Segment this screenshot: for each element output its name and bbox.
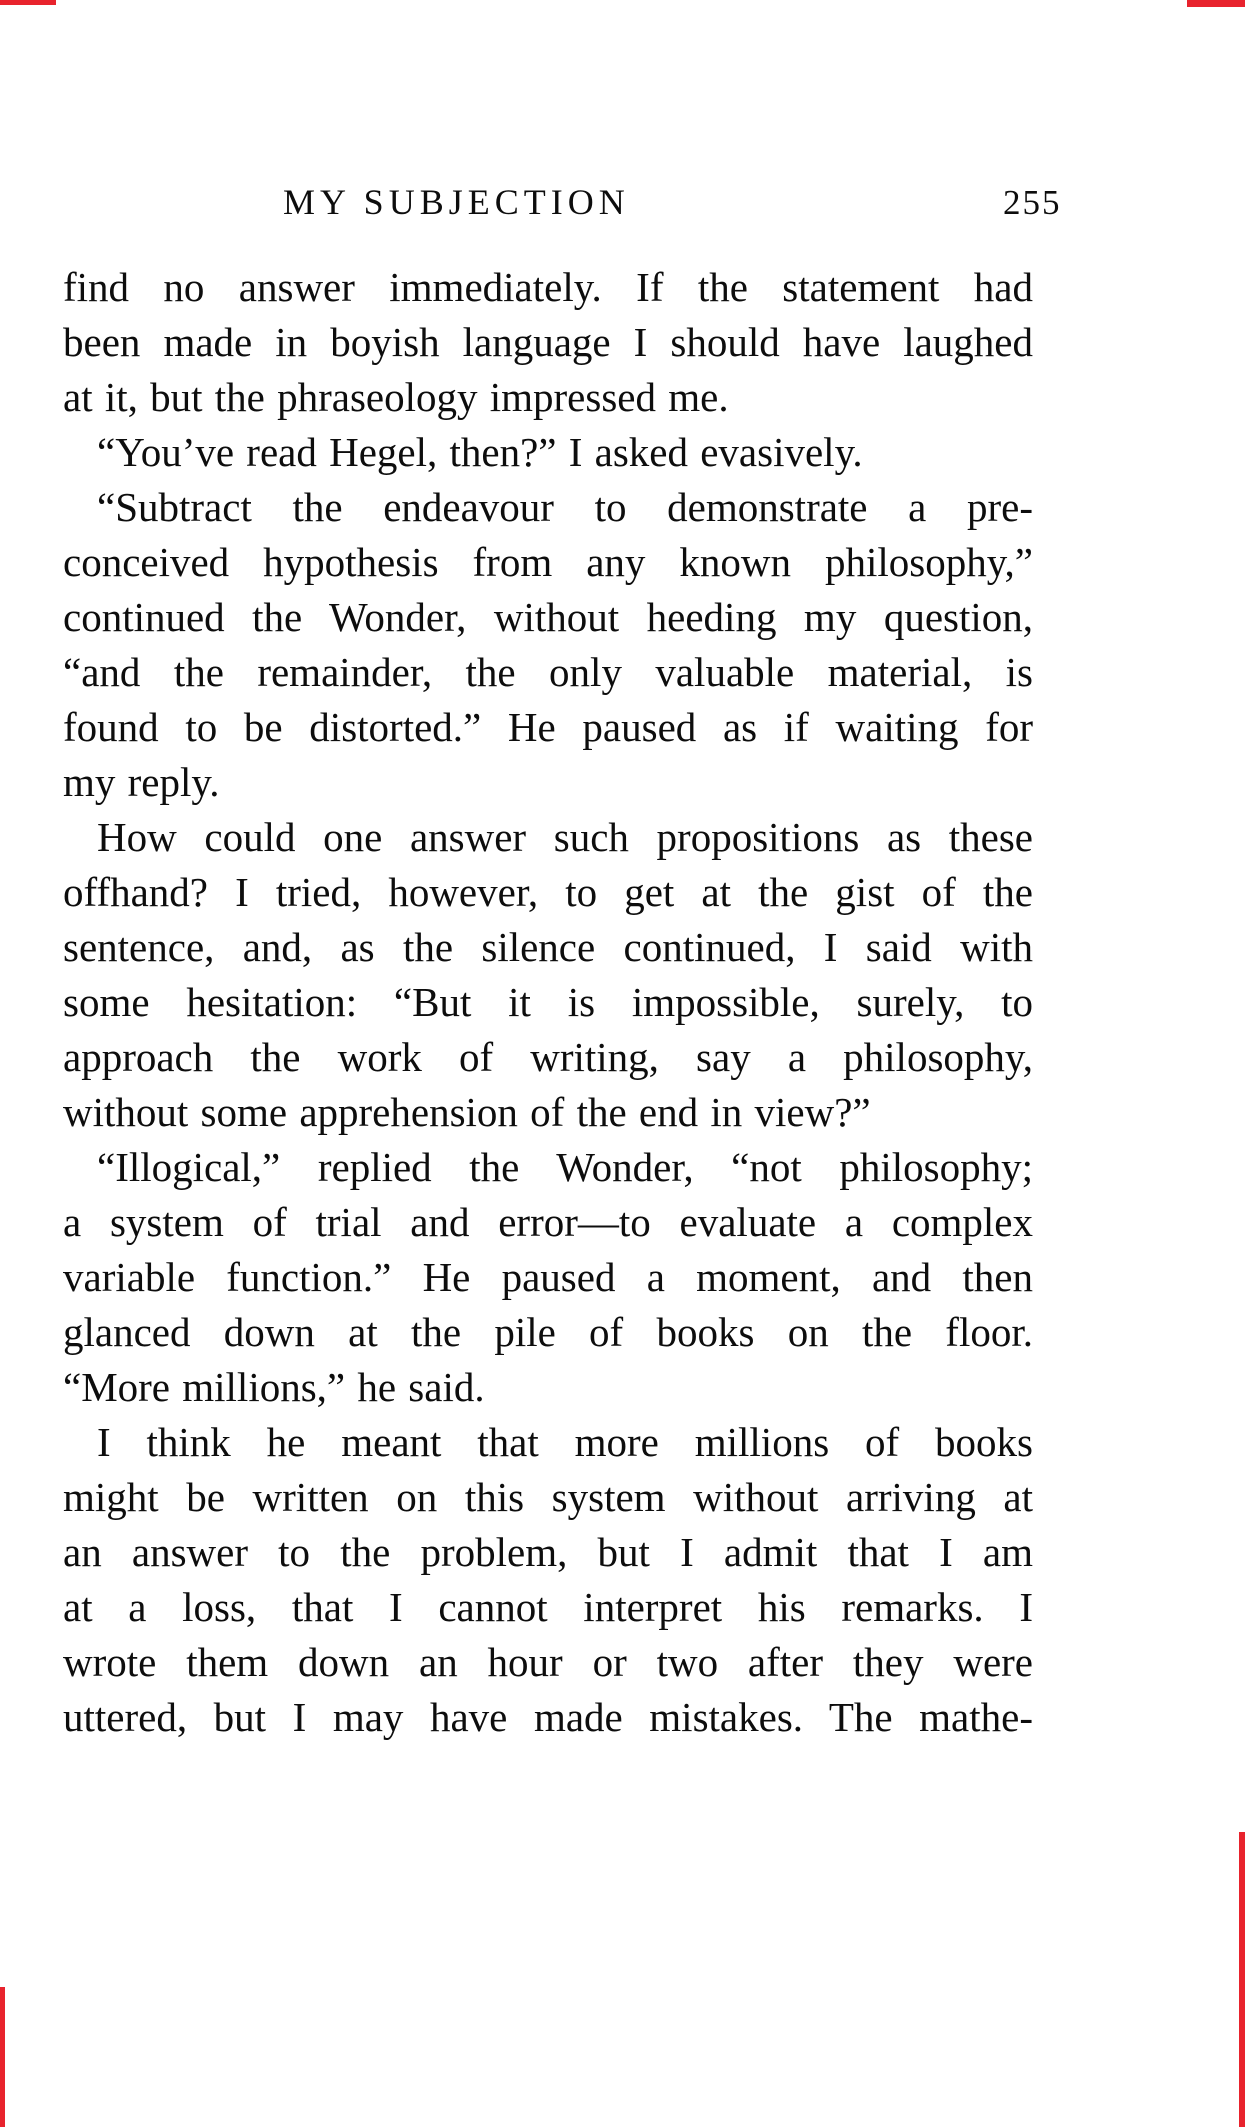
text-line: How could one answer such propositions as these bbox=[97, 814, 1033, 860]
text-line: “You’ve read Hegel, then?” I asked evasively. bbox=[97, 429, 863, 475]
text-line: approach the work of writing, say a philosophy, bbox=[63, 1034, 1033, 1080]
scan-artifact-top-right bbox=[1187, 0, 1245, 7]
text-line: glanced down at the pile of books on the floor. bbox=[63, 1309, 1033, 1355]
text-line: find no answer immediately. If the statement had bbox=[63, 264, 1033, 310]
text-line: “Illogical,” replied the Wonder, “not philosophy; bbox=[97, 1144, 1033, 1190]
text-line: an answer to the problem, but I admit that I am bbox=[63, 1529, 1033, 1575]
text-line: continued the Wonder, without heeding my question, bbox=[63, 594, 1033, 640]
text-line: variable function.” He paused a moment, and then bbox=[63, 1254, 1033, 1300]
text-line: some hesitation: “But it is impossible, surely, to bbox=[63, 979, 1033, 1025]
text-line: “and the remainder, the only valuable material, is bbox=[63, 649, 1033, 695]
scan-artifact-bottom-right bbox=[1239, 1832, 1245, 2127]
page-title: MY SUBJECTION bbox=[283, 182, 630, 222]
text-line: been made in boyish language I should have laughed bbox=[63, 319, 1033, 365]
page-number: 255 bbox=[1003, 183, 1062, 222]
text-line: sentence, and, as the silence continued, I said with bbox=[63, 924, 1033, 970]
running-head bbox=[0, 183, 1245, 223]
text-line: conceived hypothesis from any known philosophy,” bbox=[63, 539, 1033, 585]
text-line: “More millions,” he said. bbox=[63, 1364, 485, 1410]
text-line: without some apprehension of the end in view?” bbox=[63, 1089, 871, 1135]
text-line: offhand? I tried, however, to get at the gist of the bbox=[63, 869, 1033, 915]
text-line: “Subtract the endeavour to demonstrate a pre- bbox=[97, 484, 1033, 530]
text-line: I think he meant that more millions of books bbox=[97, 1419, 1033, 1465]
text-line: at it, but the phraseology impressed me. bbox=[63, 374, 729, 420]
body-text bbox=[63, 260, 1033, 1745]
text-line: might be written on this system without arriving at bbox=[63, 1474, 1033, 1520]
text-line: wrote them down an hour or two after they were bbox=[63, 1639, 1033, 1685]
scan-artifact-bottom-left bbox=[0, 1987, 5, 2127]
text-line: a system of trial and error—to evaluate a complex bbox=[63, 1199, 1033, 1245]
scan-artifact-top-left bbox=[0, 0, 56, 5]
text-line: my reply. bbox=[63, 759, 220, 805]
text-line: uttered, but I may have made mistakes. The mathe- bbox=[63, 1694, 1033, 1740]
text-line: at a loss, that I cannot interpret his remarks. I bbox=[63, 1584, 1033, 1630]
text-line: found to be distorted.” He paused as if waiting for bbox=[63, 704, 1033, 750]
